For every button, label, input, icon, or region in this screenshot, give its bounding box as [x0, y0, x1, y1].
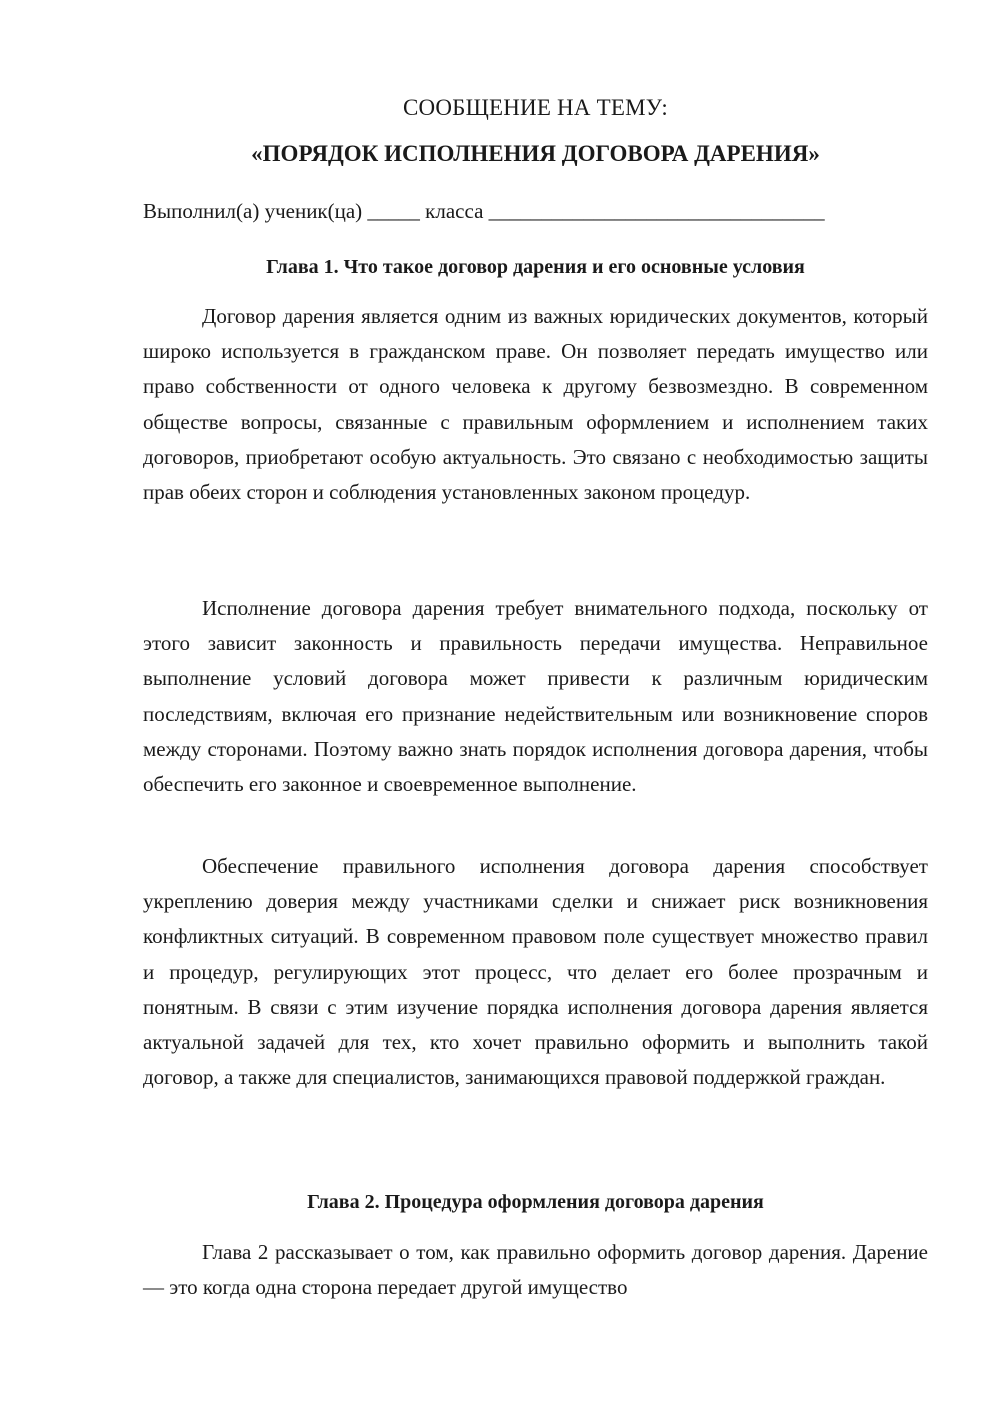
chapter-1-paragraph-3: Обеспечение правильного исполнения договора дарения способствует укреплению доверия между участниками сделки и снижает риск возникновения конфликтных ситуаций. В современном правовом поле существует множество правил и процедур, регулирующих этот процесс, что делает его более прозрачным и понятным. В связи с этим изучение порядка исполнения договора дарения является актуальной задачей для тех, кто хочет правильно оформить и выполнить такой договор, а также для специалистов, занимающихся правовой поддержкой граждан. — [143, 854, 928, 1090]
chapter-2-heading: Глава 2. Процедура оформления договора дарения — [307, 1191, 764, 1213]
chapter-1-paragraph-1: Договор дарения является одним из важных юридических документов, который широко используется в гражданском праве. Он позволяет передать имущество или право собственности от одного человека к другому безвозмездно. В современном обществе вопросы, связанные с правильным оформлением и исполнением таких договоров, приобретают особую актуальность. Это связано с необходимостью защиты прав обеих сторон и соблюдения установленных законом процедур. — [143, 304, 928, 505]
chapter-2-paragraph-1: Глава 2 рассказывает о том, как правильно оформить договор дарения. Дарение — это когда одна сторона передает другой имущество — [143, 1240, 928, 1300]
document-title: «ПОРЯДОК ИСПОЛНЕНИЯ ДОГОВОРА ДАРЕНИЯ» — [251, 141, 820, 166]
chapter-1-paragraph-2: Исполнение договора дарения требует внимательного подхода, поскольку от этого зависит законность и правильность передачи имущества. Неправильное выполнение условий договора может привести к различным юридическим последствиям, включая его признание недействительным или возникновение споров между сторонами. Поэтому важно знать порядок исполнения договора дарения, чтобы обеспечить его законное и своевременное выполнение. — [143, 596, 928, 797]
chapter-1-heading: Глава 1. Что такое договор дарения и его основные условия — [266, 256, 805, 278]
topic-label: СООБЩЕНИЕ НА ТЕМУ: — [403, 95, 668, 120]
author-line: Выполнил(а) ученик(ца) _____ класса ________________________________ — [143, 199, 825, 223]
